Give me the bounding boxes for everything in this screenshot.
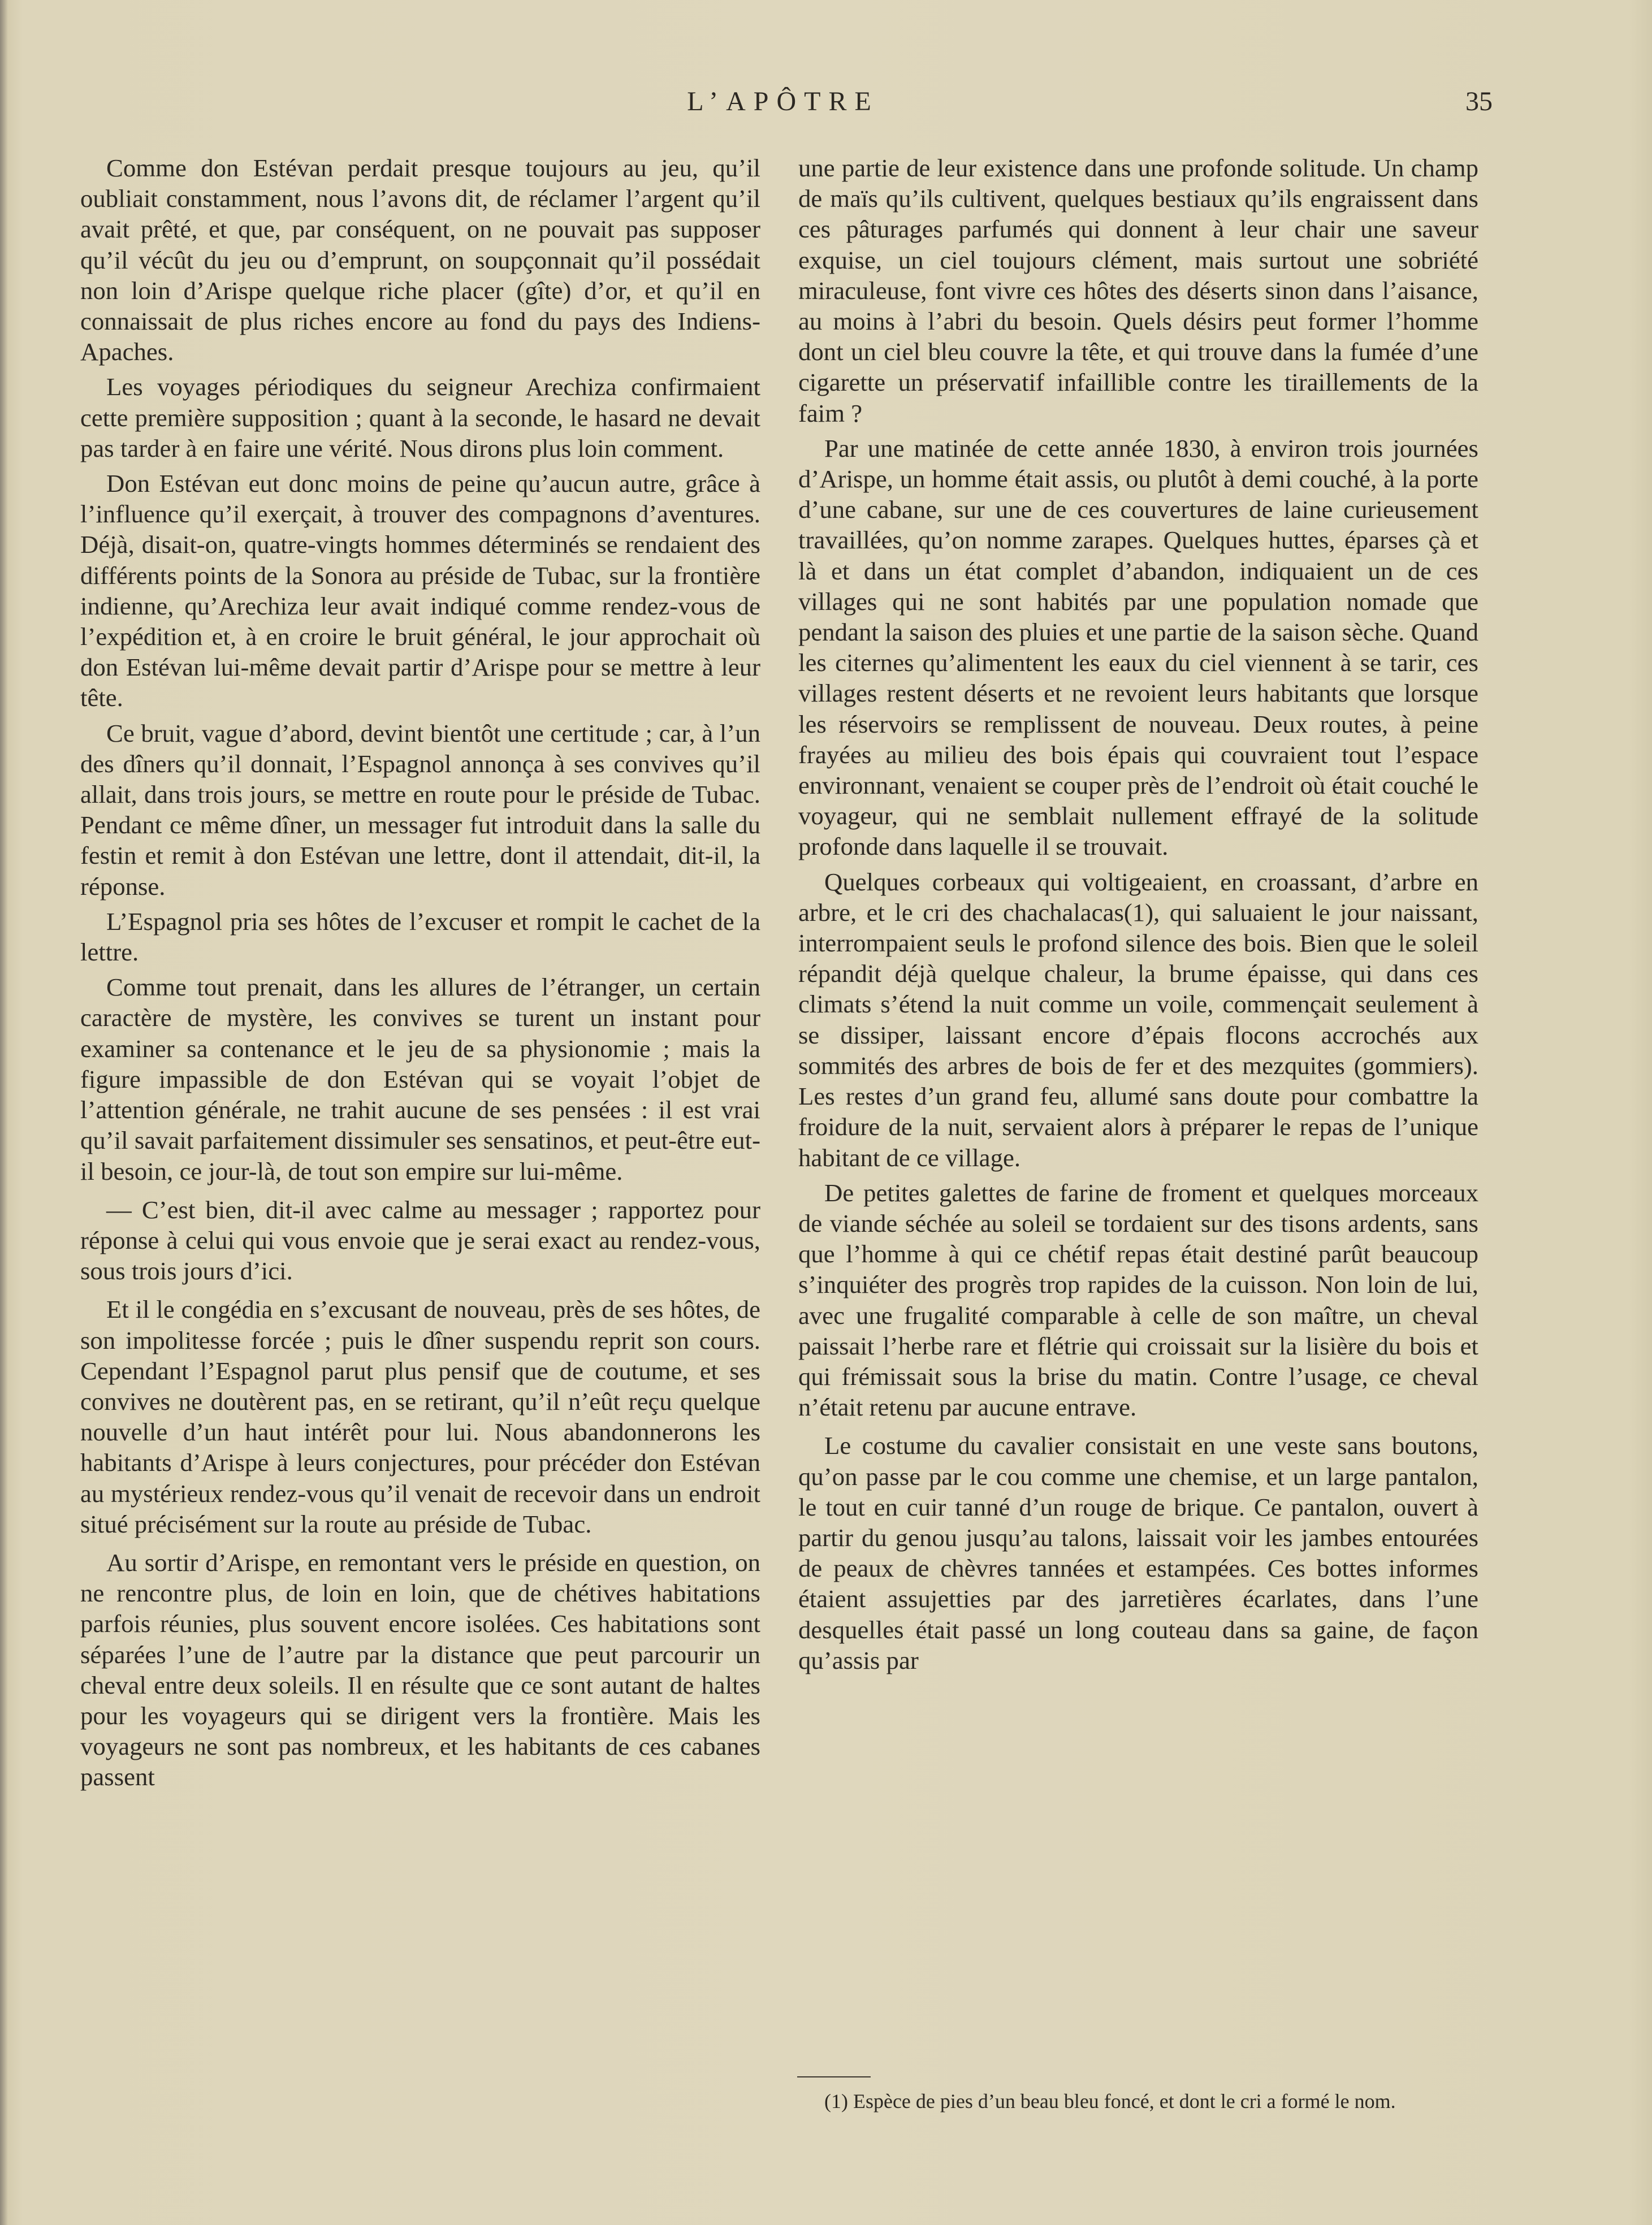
paragraph: Et il le congédia en s’excusant de nouveau, près de ses hôtes, de son impolitesse forcée ; puis le dîner suspendu reprit son cours. Cependant l’Espagnol parut plus pensif que de coutume, et ses convives ne doutèrent pas, en se retirant, qu’il n’eût reçu quelque nouvelle d’un haut intérêt pour lui. Nous abandonnerons les habitants d’Arispe à leurs conjectures, pour précéder don Estévan au mystérieux rendez-vous qu’il venait de recevoir dans un endroit situé précisément sur la route au préside de Tubac.	[80, 1295, 760, 1538]
paragraph: Comme don Estévan perdait presque toujours au jeu, qu’il oubliait constamment, nous l’avons dit, de réclamer l’argent qu’il avait prêté, et que, par conséquent, on ne pouvait pas supposer qu’il vécût du jeu ou d’emprunt, on soupçonnait qu’il possédait non loin d’Arispe quelque riche placer (gîte) d’or, et qu’il en connaissait de plus riches encore au fond du pays des Indiens-Apaches.	[80, 154, 760, 366]
paragraph: Don Estévan eut donc moins de peine qu’aucun autre, grâce à l’influence qu’il exerçait, à trouver des compagnons d’aventures. Déjà, disait-on, quatre-vingts hommes déterminés se rendaient des différents points de la Sonora au préside de Tubac, sur la frontière indienne, qu’Arechiza leur avait indiqué comme rendez-vous de l’expédition et, à en croire le bruit général, le jour approchait où don Estévan lui-même devait partir d’Arispe pour se mettre à leur tête.	[80, 469, 760, 712]
page-number: 35	[1465, 86, 1493, 116]
paragraph: Comme tout prenait, dans les allures de l’étranger, un certain caractère de mystère, les convives se turent un instant pour examiner sa contenance et le jeu de sa physionomie ; mais la figure impassible de don Estévan qui se voyait l’objet de l’attention générale, ne trahit aucune de ses pensées : il est vrai qu’il savait parfaitement dissimuler ses sensatinos, et peut-être eut-il besoin, ce jour-là, de tout son empire sur lui-même.	[80, 973, 760, 1185]
paragraph: Au sortir d’Arispe, en remontant vers le préside en question, on ne rencontre plus, de loin en loin, que de chétives habitations parfois réunies, plus souvent encore isolées. Ces habitations sont séparées l’une de l’autre par la distance que peut parcourir un cheval entre deux soleils. Il en résulte que ce sont autant de haltes pour les voyageurs qui se dirigent vers la frontière. Mais les voyageurs ne sont pas nombreux, et les habitants de ces cabanes passent	[80, 1548, 760, 1791]
paragraph: — C’est bien, dit-il avec calme au messager ; rapportez pour réponse à celui qui vous envoie que je serai exact au rendez-vous, sous trois jours d’ici.	[80, 1195, 760, 1285]
running-header	[0, 85, 1652, 124]
paragraph: Le costume du cavalier consistait en une veste sans boutons, qu’on passe par le cou comme une chemise, et un large pantalon, le tout en cuir tanné d’un rouge de brique. Ce pantalon, ouvert à partir du genou jusqu’au talons, laissait voir les jambes entourées de peaux de chèvres tannées et estampées. Ces bottes informes étaient assujetties par des jarretières écarlates, dans l’une desquelles était passé un long couteau dans sa gaine, de façon qu’assis par	[798, 1431, 1478, 1674]
footnote-text: (1) Espèce de pies d’un beau bleu foncé, et dont le cri a formé le nom.	[824, 2090, 1396, 2113]
footnote-divider	[797, 2076, 871, 2077]
paragraph: Les voyages périodiques du seigneur Arechiza confirmaient cette première supposition ; quant à la seconde, le hasard ne devait pas tarder à en faire une vérité. Nous dirons plus loin comment.	[80, 373, 760, 462]
paragraph: une partie de leur existence dans une profonde solitude. Un champ de maïs qu’ils cultivent, quelques bestiaux qu’ils engraissent dans ces pâturages parfumés qui donnent à leur chair une saveur exquise, un ciel toujours clément, mais surtout une sobriété miraculeuse, font vivre ces hôtes des déserts sinon dans l’aisance, au moins à l’abri du besoin. Quels désirs peut former l’homme dont un ciel bleu couvre la tête, et qui trouve dans la fumée d’une cigarette un préservatif infaillible contre les tiraillements de la faim ?	[798, 154, 1478, 427]
left-column	[80, 153, 760, 1797]
binding-edge-shadow	[0, 0, 8, 2225]
running-title: L’APÔTRE	[687, 86, 879, 116]
footnote	[798, 2089, 1478, 2114]
paragraph: Ce bruit, vague d’abord, devint bientôt une certitude ; car, à l’un des dîners qu’il donnait, l’Espagnol annonça à ses convives qu’il allait, dans trois jours, se mettre en route pour le préside de Tubac. Pendant ce même dîner, un messager fut introduit dans la salle du festin et remit à don Estévan une lettre, dont il attendait, dit-il, la réponse.	[80, 718, 760, 901]
paragraph: Par une matinée de cette année 1830, à environ trois journées d’Arispe, un homme était assis, ou plutôt à demi couché, à la porte d’une cabane, sur une de ces couvertures de laine curieusement travaillées, qu’on nomme zarapes. Quelques huttes, éparses çà et là et dans un état complet d’abandon, indiquaient un de ces villages qui ne sont habités par une population nomade que pendant la saison des pluies et une partie de la saison sèche. Quand les citernes qu’alimentent les eaux du ciel viennent à se tarir, ces villages restent déserts et ne revoient leurs habitants que lorsque les réservoirs se remplissent de nouveau. Deux routes, à peine frayées au milieu des bois épais qui couvraient tout l’espace environnant, venaient se couper près de l’endroit où était couché le voyageur, qui ne semblait nullement effrayé de la solitude profonde dans laquelle il se trouvait.	[798, 434, 1478, 861]
paragraph: Quelques corbeaux qui voltigeaient, en croassant, d’arbre en arbre, et le cri des chachalacas(1), qui saluaient le jour naissant, interrompaient seuls le profond silence des bois. Bien que le soleil répandit déjà quelque chaleur, la brume épaisse, qui dans ces climats s’étend la nuit comme un voile, commençait seulement à se dissiper, laissant encore d’épais flocons accrochés aux sommités des arbres de bois de fer et des mezquites (gommiers). Les restes d’un grand feu, allumé sans doute pour combattre la froidure de la nuit, servaient alors à préparer le repas de l’unique habitant de ce village.	[798, 867, 1478, 1172]
paragraph: L’Espagnol pria ses hôtes de l’excuser et rompit le cachet de la lettre.	[80, 907, 760, 967]
paragraph: De petites galettes de farine de froment et quelques morceaux de viande séchée au soleil se tordaient sur des tisons ardents, sans que l’homme à qui ce chétif repas était destiné parût beaucoup s’inquiéter des progrès trop rapides de la cuisson. Non loin de lui, avec une frugalité comparable à celle de son maître, un cheval paissait l’herbe rare et flétrie qui croissait sur la lisière du bois et qui frémissait sous la brise du matin. Contre l’usage, ce cheval n’était retenu par aucune entrave.	[798, 1178, 1478, 1422]
right-column	[798, 153, 1478, 1680]
